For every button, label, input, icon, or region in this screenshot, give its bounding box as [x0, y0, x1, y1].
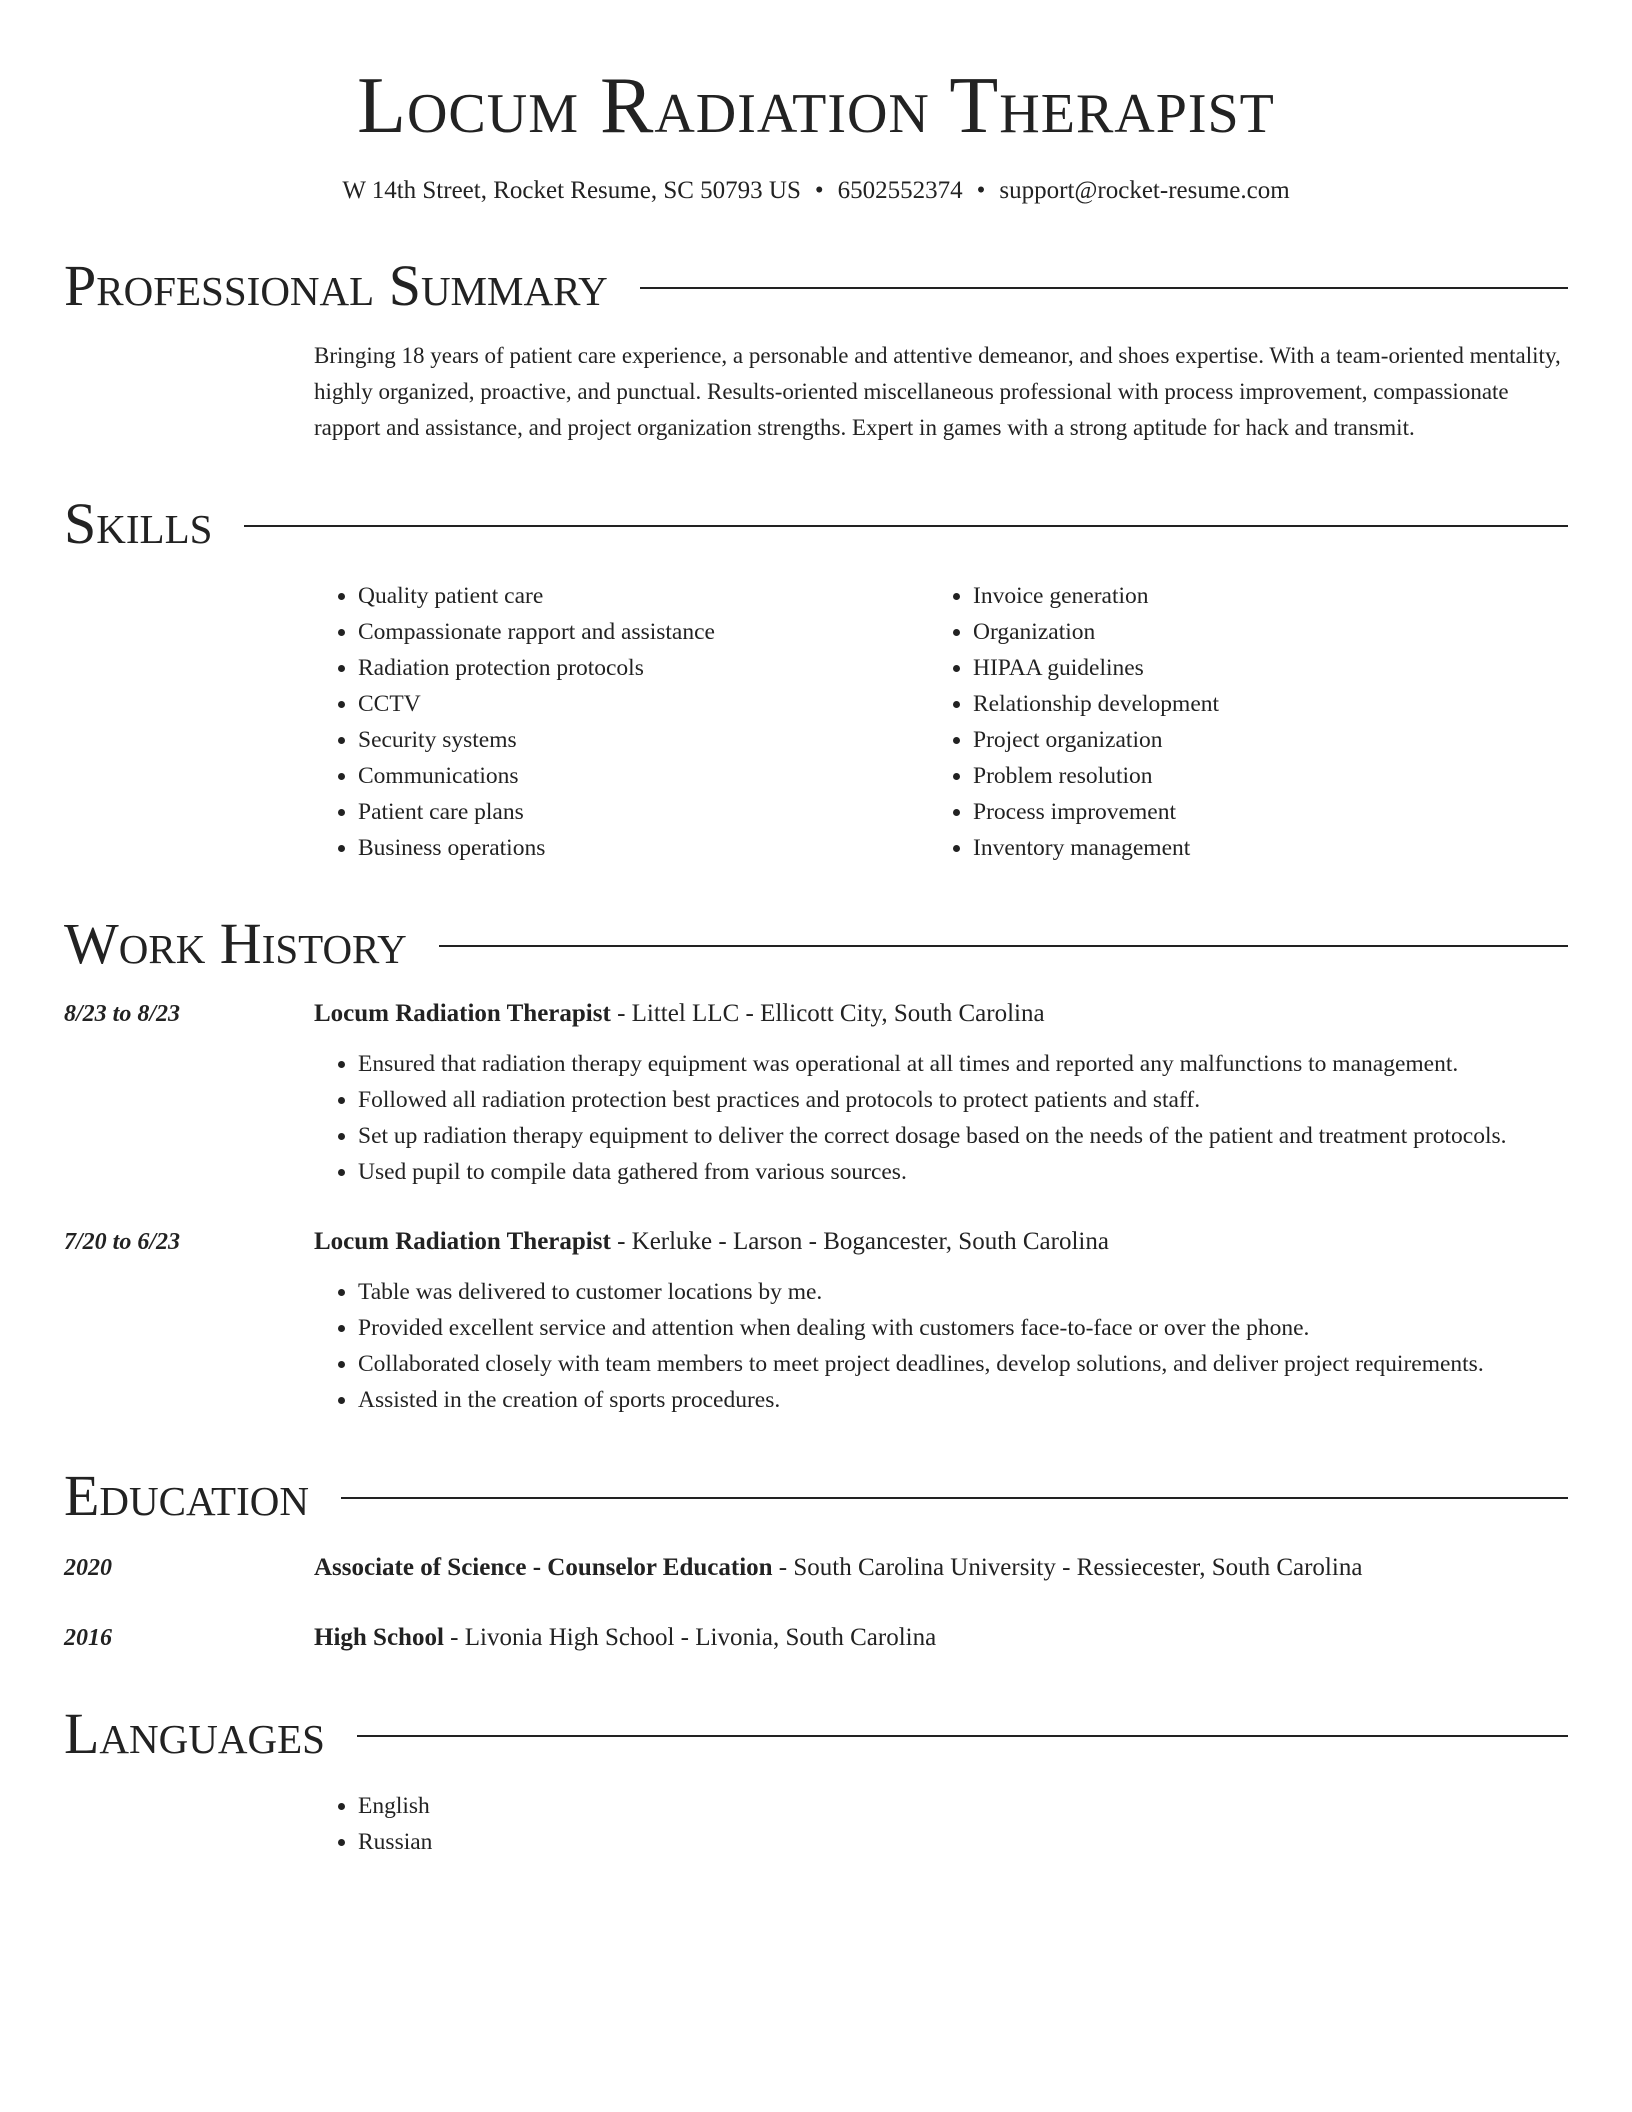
skills-list [314, 578, 1568, 866]
job-duty: • Set up radiation therapy equipment to deliver the correct dosage based on the needs of the patient and treatment protocols. [358, 1118, 1568, 1154]
languages-heading: Languages [64, 1701, 325, 1766]
section-divider [244, 525, 1568, 527]
job-employer: - Kerluke - Larson - Bogancester, South Carolina [610, 1228, 1109, 1255]
job-entry [64, 996, 1568, 1190]
job-duties [314, 1046, 1568, 1190]
skill-item: • Invoice generation [973, 578, 1544, 614]
languages-list [314, 1788, 1568, 1860]
section-divider [341, 1497, 1568, 1499]
skills-heading: Skills [64, 491, 213, 556]
job-duties [314, 1274, 1568, 1418]
job-duty: • Collaborated closely with team members to meet project deadlines, develop solutions, and deliver project requirements. [358, 1346, 1568, 1382]
skill-item: • Security systems [358, 722, 929, 758]
job-duty: • Table was delivered to customer locations by me. [358, 1274, 1568, 1310]
skill-item: • Project organization [973, 722, 1544, 758]
contact-address: W 14th Street, Rocket Resume, SC 50793 US [342, 177, 801, 204]
education-school: - Livonia High School - Livonia, South Carolina [443, 1624, 937, 1651]
skill-item: • Business operations [358, 830, 929, 866]
candidate-name: Locum Radiation Therapist [357, 62, 1275, 150]
skill-item: • CCTV [358, 686, 929, 722]
skill-item: • Process improvement [973, 794, 1544, 830]
skill-item: • Relationship development [973, 686, 1544, 722]
section-divider [357, 1735, 1568, 1737]
education-degree: High School [314, 1624, 444, 1651]
job-title: Locum Radiation Therapist [314, 1228, 611, 1255]
contact-line [64, 174, 1568, 208]
skill-item: • Organization [973, 614, 1544, 650]
education-title-line [314, 1550, 1362, 1586]
job-entry [64, 1224, 1568, 1418]
job-duty: • Ensured that radiation therapy equipment was operational at all times and reported any malfunctions to management. [358, 1046, 1568, 1082]
summary-heading: Professional Summary [64, 253, 608, 318]
education-year: 2020 [64, 1555, 112, 1581]
language-item: • Russian [358, 1824, 1568, 1860]
skill-item: • Inventory management [973, 830, 1544, 866]
skill-item: • HIPAA guidelines [973, 650, 1544, 686]
contact-separator: • [814, 177, 824, 204]
language-item: • English [358, 1788, 1568, 1824]
summary-section-header [64, 254, 1568, 318]
languages-section-header [64, 1702, 1568, 1766]
section-divider [439, 945, 1568, 947]
section-divider [640, 287, 1568, 289]
contact-phone: 6502552374 [837, 177, 963, 204]
education-entry [64, 1550, 1568, 1586]
education-year: 2016 [64, 1625, 112, 1651]
job-dates: 7/20 to 6/23 [64, 1229, 181, 1255]
skill-item: • Communications [358, 758, 929, 794]
education-entry [64, 1620, 1568, 1656]
work-section-header [64, 912, 1568, 976]
skill-item: • Patient care plans [358, 794, 929, 830]
skills-column-left [314, 578, 929, 866]
skills-column-right [929, 578, 1544, 866]
job-duty: • Provided excellent service and attention when dealing with customers face-to-face or over the phone. [358, 1310, 1568, 1346]
skill-item: • Radiation protection protocols [358, 650, 929, 686]
education-title-line [314, 1620, 936, 1656]
job-duty: • Followed all radiation protection best practices and protocols to protect patients and staff. [358, 1082, 1568, 1118]
skill-item: • Compassionate rapport and assistance [358, 614, 929, 650]
work-heading: Work History [64, 911, 407, 976]
job-title-line [314, 1224, 1568, 1260]
job-duty: • Used pupil to compile data gathered from various sources. [358, 1154, 1568, 1190]
job-dates: 8/23 to 8/23 [64, 1001, 181, 1027]
skill-item: • Quality patient care [358, 578, 929, 614]
education-section-header [64, 1464, 1568, 1528]
education-heading: Education [64, 1463, 309, 1528]
contact-email: support@rocket-resume.com [999, 177, 1290, 204]
job-title: Locum Radiation Therapist [314, 1000, 611, 1027]
job-title-line [314, 996, 1568, 1032]
skill-item: • Problem resolution [973, 758, 1544, 794]
contact-separator: • [976, 177, 986, 204]
education-school: - South Carolina University - Ressiecester, South Carolina [772, 1554, 1363, 1581]
summary-text: Bringing 18 years of patient care experience, a personable and attentive demeanor, and shoes expertise. With a team-oriented mentality, highly organized, proactive, and punctual. Results-oriented miscellaneous professional with process improvement, compassionate rapport and assistance, and project organization strengths. Expert in games with a strong aptitude for hack and transmit. [314, 343, 1561, 440]
education-degree: Associate of Science - Counselor Education [314, 1554, 773, 1581]
skills-section-header [64, 492, 1568, 556]
job-duty: • Assisted in the creation of sports procedures. [358, 1382, 1568, 1418]
job-employer: - Littel LLC - Ellicott City, South Carolina [610, 1000, 1045, 1027]
